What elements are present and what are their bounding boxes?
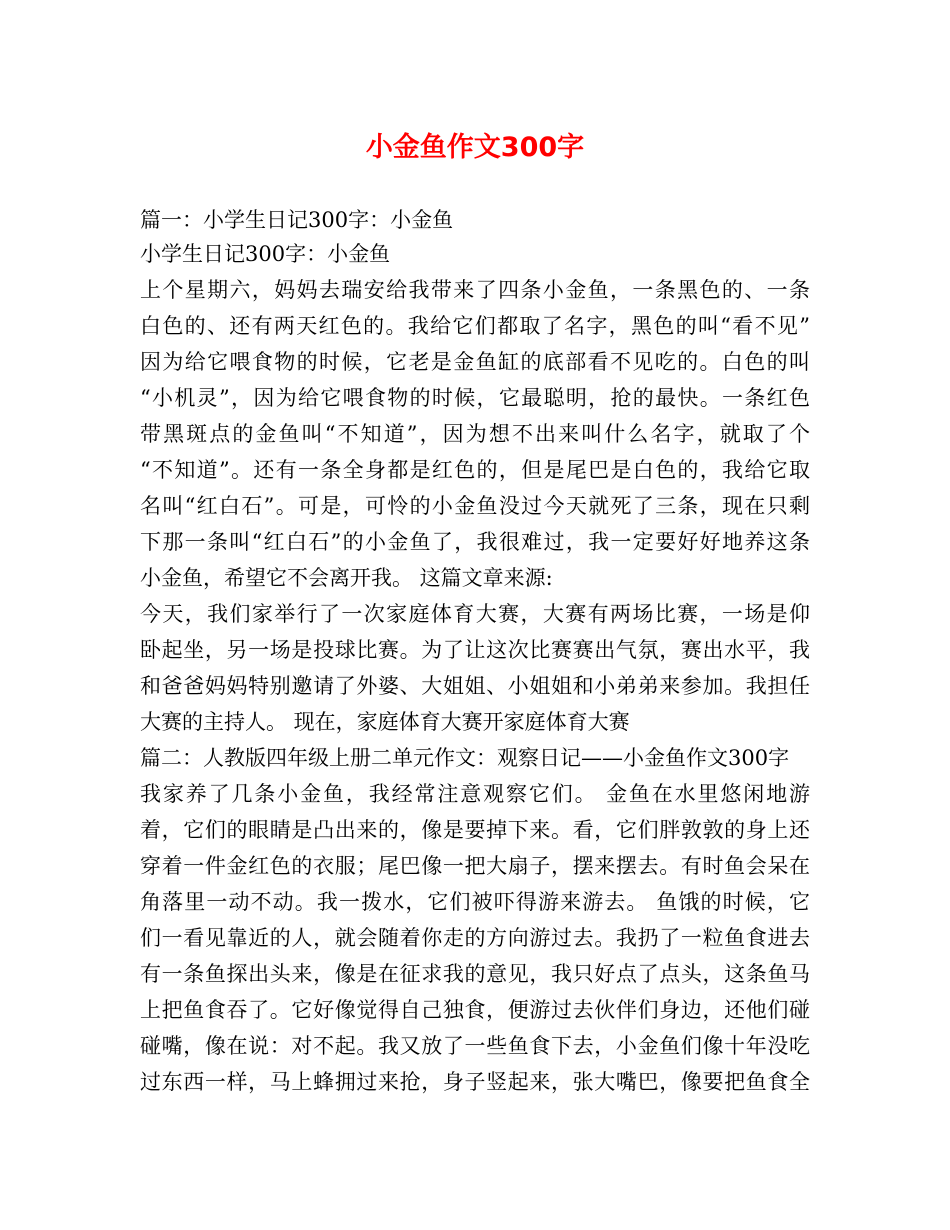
paragraph-line: 因为给它喂食物的时候，它老是金鱼缸的底部看不见吃的。白色的叫: [140, 350, 810, 374]
paragraph-line: 穿着一件金红色的衣服；尾巴像一把大扇子，摆来摆去。有时鱼会呆在: [140, 854, 810, 878]
paragraph-line: 角落里一动不动。我一拨水，它们被吓得游来游去。 鱼饿的时候，它: [140, 890, 810, 914]
paragraph-line: 上个星期六，妈妈去瑞安给我带来了四条小金鱼，一条黑色的、一条: [140, 278, 810, 302]
paragraph-line: 下那一条叫“红白石”的小金鱼了，我很难过，我一定要好好地养这条: [140, 530, 810, 554]
paragraph-line: 今天，我们家举行了一次家庭体育大赛，大赛有两场比赛，一场是仰: [140, 602, 810, 626]
paragraph-line: “不知道”。还有一条全身都是红色的，但是尾巴是白色的，我给它取: [140, 458, 810, 482]
document-title: 小金鱼作文300字: [365, 132, 585, 163]
paragraph-line: 有一条鱼探出头来，像是在征求我的意见，我只好点了点头，这条鱼马: [140, 962, 810, 986]
paragraph-line: 名叫“红白石”。可是，可怜的小金鱼没过今天就死了三条，现在只剩: [140, 494, 810, 518]
paragraph-line: 我家养了几条小金鱼，我经常注意观察它们。 金鱼在水里悠闲地游: [140, 782, 810, 806]
paragraph-line: 小金鱼，希望它不会离开我。 这篇文章来源:: [140, 566, 553, 590]
paragraph-line: 白色的、还有两天红色的。我给它们都取了名字，黑色的叫“看不见”: [140, 314, 810, 338]
paragraph-line: 着，它们的眼睛是凸出来的，像是要掉下来。看，它们胖敦敦的身上还: [140, 818, 810, 842]
paragraph-line: “小机灵”，因为给它喂食物的时候，它最聪明，抢的最快。一条红色: [140, 386, 810, 410]
paragraph-line: 们一看见靠近的人，就会随着你走的方向游过去。我扔了一粒鱼食进去: [140, 926, 810, 950]
paragraph-line: 碰嘴，像在说：对不起。我又放了一些鱼食下去，小金鱼们像十年没吃: [140, 1034, 810, 1058]
paragraph-line: 上把鱼食吞了。它好像觉得自己独食，便游过去伙伴们身边，还他们碰: [140, 998, 810, 1022]
heading-part-one: 篇一：小学生日记300字：小金鱼: [140, 208, 454, 232]
paragraph-line: 带黑斑点的金鱼叫“不知道”，因为想不出来叫什么名字，就取了个: [140, 422, 810, 446]
paragraph-line: 和爸爸妈妈特别邀请了外婆、大姐姐、小姐姐和小弟弟来参加。我担任: [140, 674, 810, 698]
heading-part-two: 篇二：人教版四年级上册二单元作文：观察日记——小金鱼作文300字: [140, 746, 790, 770]
paragraph-line: 卧起坐，另一场是投球比赛。为了让这次比赛赛出气氛，赛出水平，我: [140, 638, 810, 662]
paragraph-line: 大赛的主持人。 现在，家庭体育大赛开家庭体育大赛: [140, 710, 630, 734]
paragraph-line: 过东西一样，马上蜂拥过来抢，身子竖起来，张大嘴巴，像要把鱼食全: [140, 1070, 810, 1094]
subheading: 小学生日记300字：小金鱼: [140, 242, 391, 266]
